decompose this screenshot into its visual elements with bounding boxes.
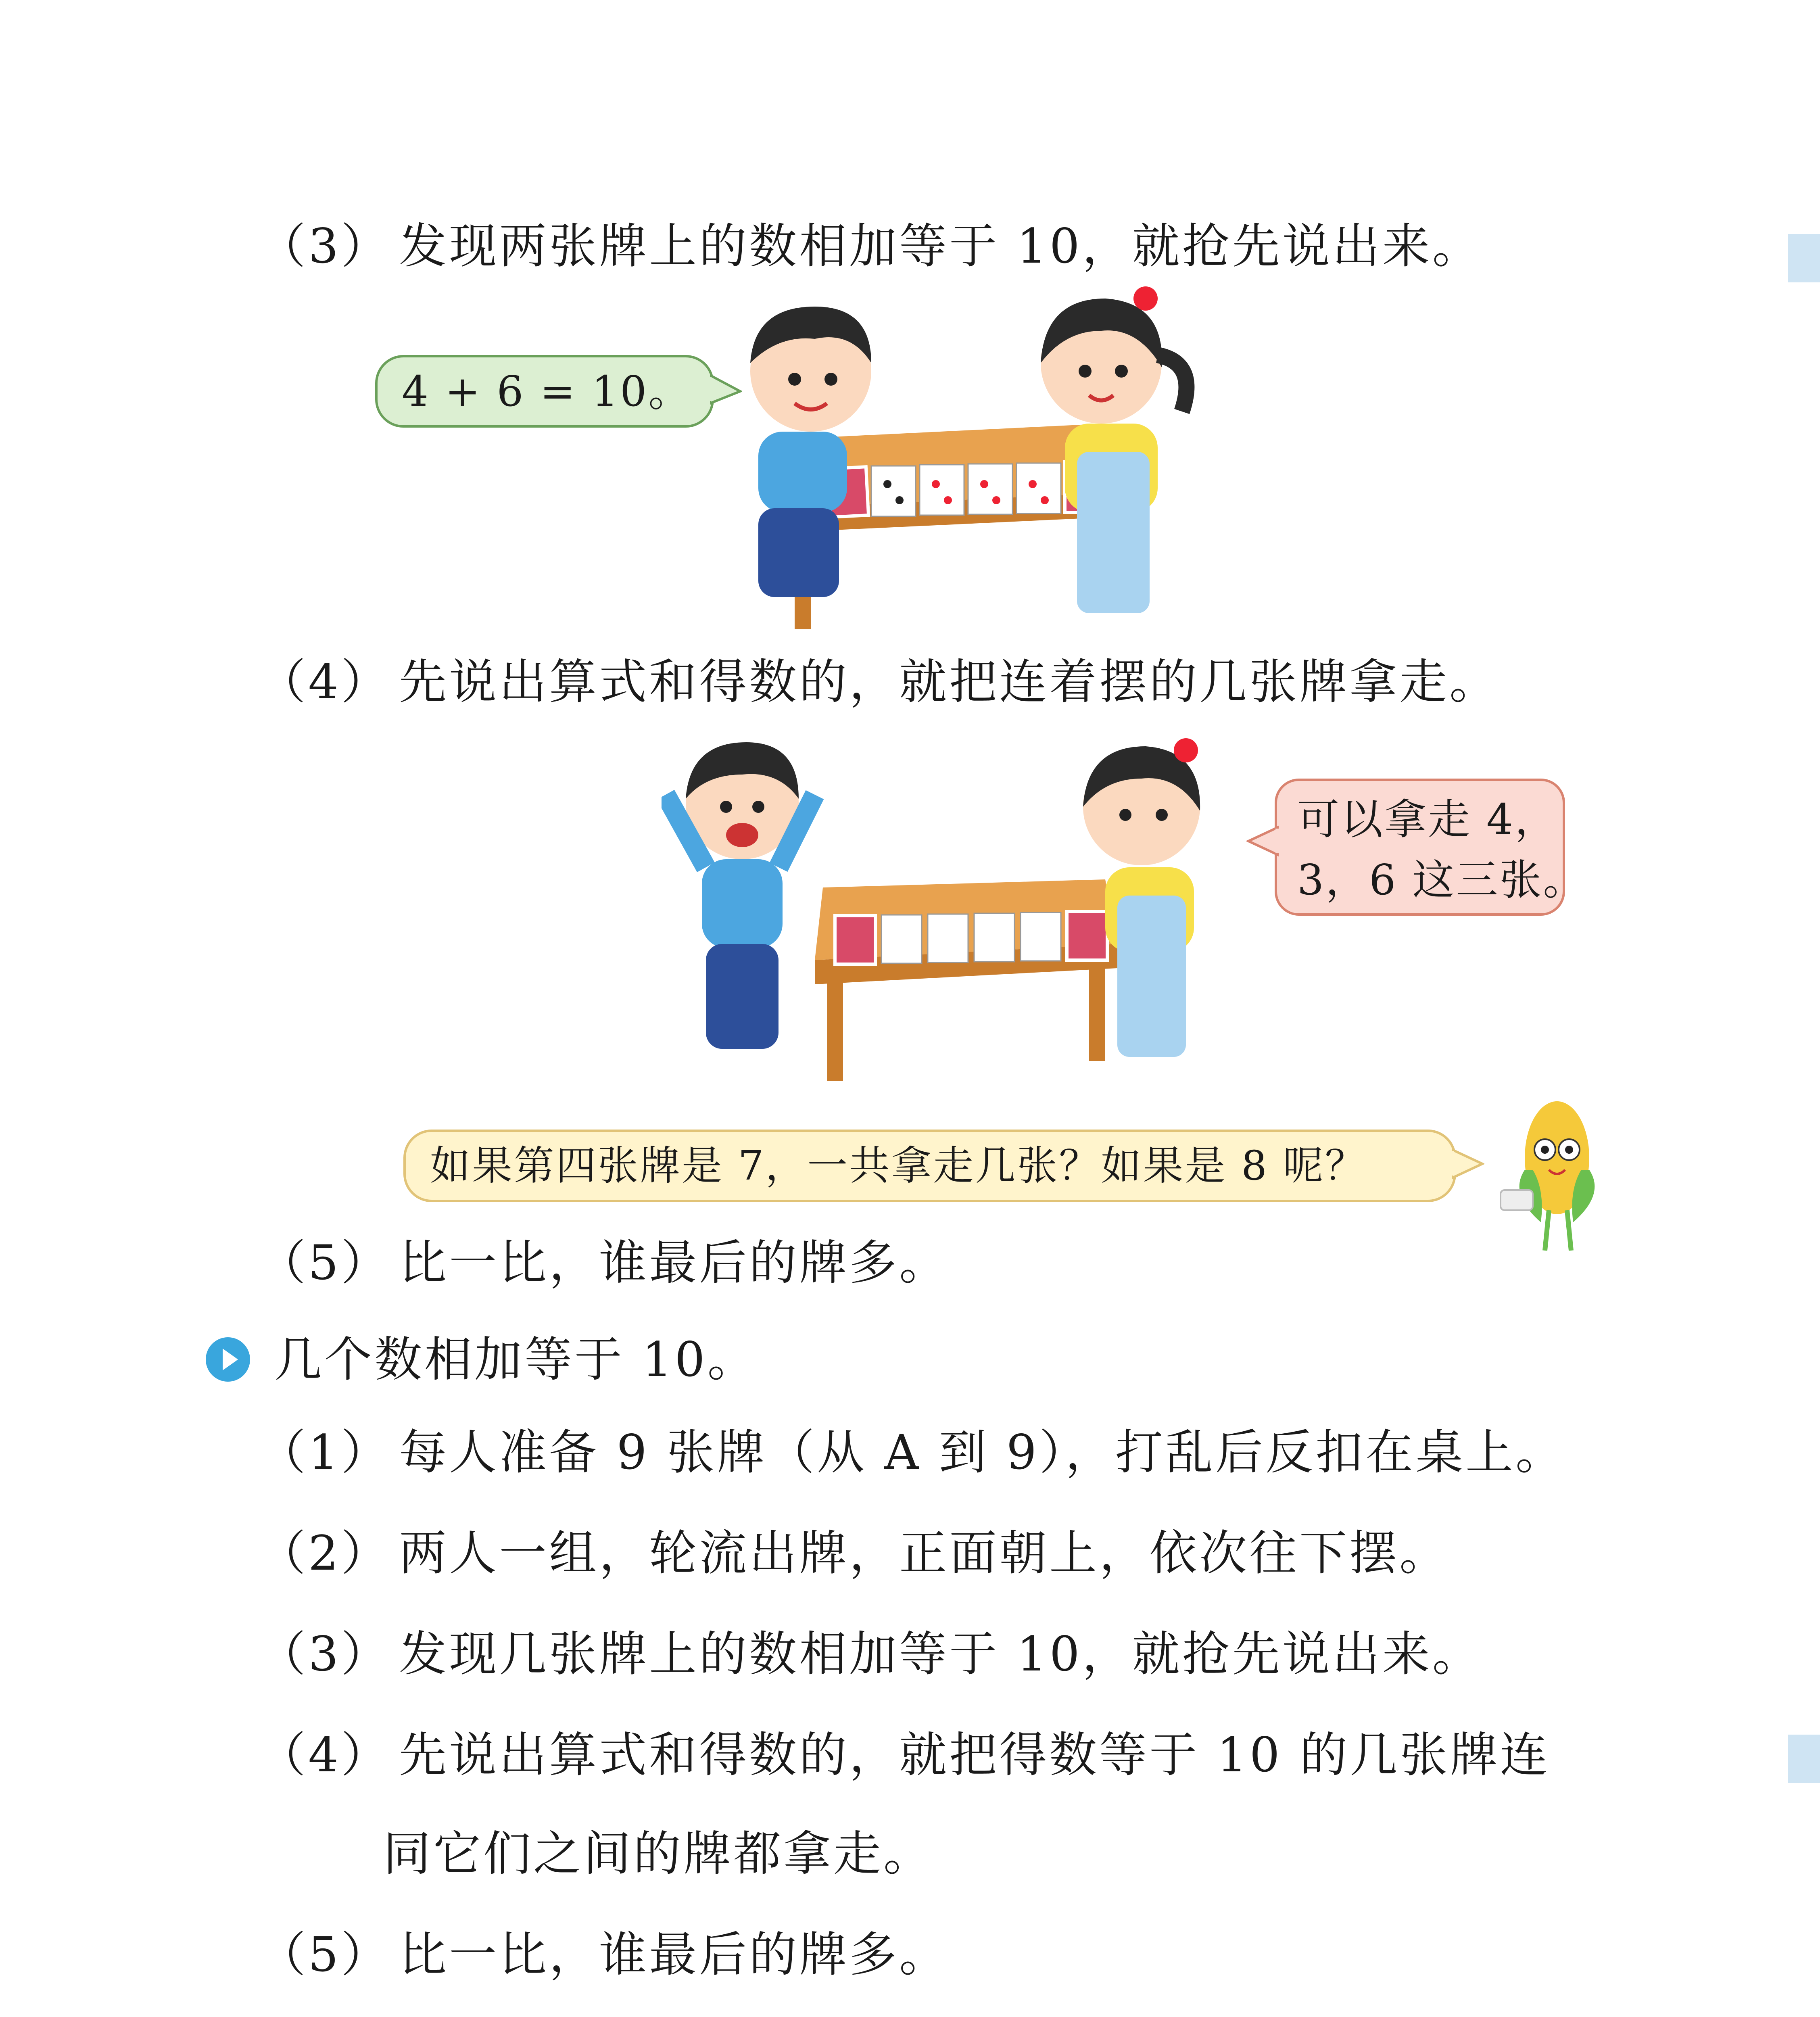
step-number: （3） bbox=[258, 1626, 391, 1682]
step-4 bbox=[258, 654, 1499, 710]
step-text: 发现几张牌上的数相加等于 10，就抢先说出来。 bbox=[399, 1626, 1482, 1682]
step-text: 先说出算式和得数的，就把得数等于 10 的几张牌连 bbox=[399, 1727, 1550, 1783]
step-4 bbox=[258, 1727, 1550, 1783]
step-number: （4） bbox=[258, 654, 391, 710]
illustration-kids-playing-cards-2 bbox=[662, 734, 1267, 1089]
edge-tab-top bbox=[1788, 234, 1820, 282]
step-number: （4） bbox=[258, 1727, 391, 1783]
bubble-text-line1: 可以拿走 4， bbox=[1297, 795, 1559, 844]
step-number: （1） bbox=[258, 1424, 391, 1480]
step-text: 每人准备 9 张牌（从 A 到 9），打乱后反扣在桌上。 bbox=[399, 1424, 1565, 1480]
step-4-continued bbox=[383, 1825, 933, 1882]
bubble-tail bbox=[1246, 823, 1279, 859]
step-number: （2） bbox=[258, 1525, 391, 1581]
step-number: （5） bbox=[258, 1235, 391, 1290]
step-3 bbox=[258, 218, 1482, 274]
section-heading: 几个数相加等于 10。 bbox=[274, 1332, 758, 1387]
edge-tab-bottom bbox=[1788, 1735, 1820, 1783]
step-3 bbox=[258, 1626, 1482, 1682]
step-1 bbox=[258, 1424, 1565, 1480]
step-text: 发现两张牌上的数相加等于 10，就抢先说出来。 bbox=[399, 218, 1482, 274]
bubble-tail bbox=[1452, 1146, 1484, 1182]
step-text: 比一比，谁最后的牌多。 bbox=[399, 1235, 950, 1290]
hint-text: 如果第四张牌是 7，一共拿走几张？如果是 8 呢？ bbox=[430, 1142, 1367, 1189]
bubble-text: 4 + 6 = 10。 bbox=[402, 367, 692, 416]
step-2 bbox=[258, 1525, 1449, 1581]
step-number: （5） bbox=[258, 1927, 391, 1982]
illustration-kids-playing-cards-1 bbox=[662, 282, 1250, 637]
speech-bubble-girl bbox=[1275, 779, 1587, 916]
step-5 bbox=[258, 1234, 949, 1291]
step-number: （3） bbox=[258, 218, 391, 274]
section-play-icon bbox=[206, 1337, 250, 1382]
step-text: 两人一组，轮流出牌，正面朝上，依次往下摆。 bbox=[399, 1525, 1450, 1581]
corn-mascot-icon bbox=[1492, 1089, 1626, 1259]
bubble-text-line2: 3，6 这三张。 bbox=[1297, 855, 1587, 904]
step-text: 同它们之间的牌都拿走。 bbox=[383, 1826, 934, 1881]
step-5 bbox=[258, 1926, 949, 1983]
hint-bubble bbox=[403, 1130, 1456, 1202]
step-text: 比一比，谁最后的牌多。 bbox=[399, 1927, 950, 1982]
step-text: 先说出算式和得数的，就把连着摆的几张牌拿走。 bbox=[399, 654, 1500, 710]
